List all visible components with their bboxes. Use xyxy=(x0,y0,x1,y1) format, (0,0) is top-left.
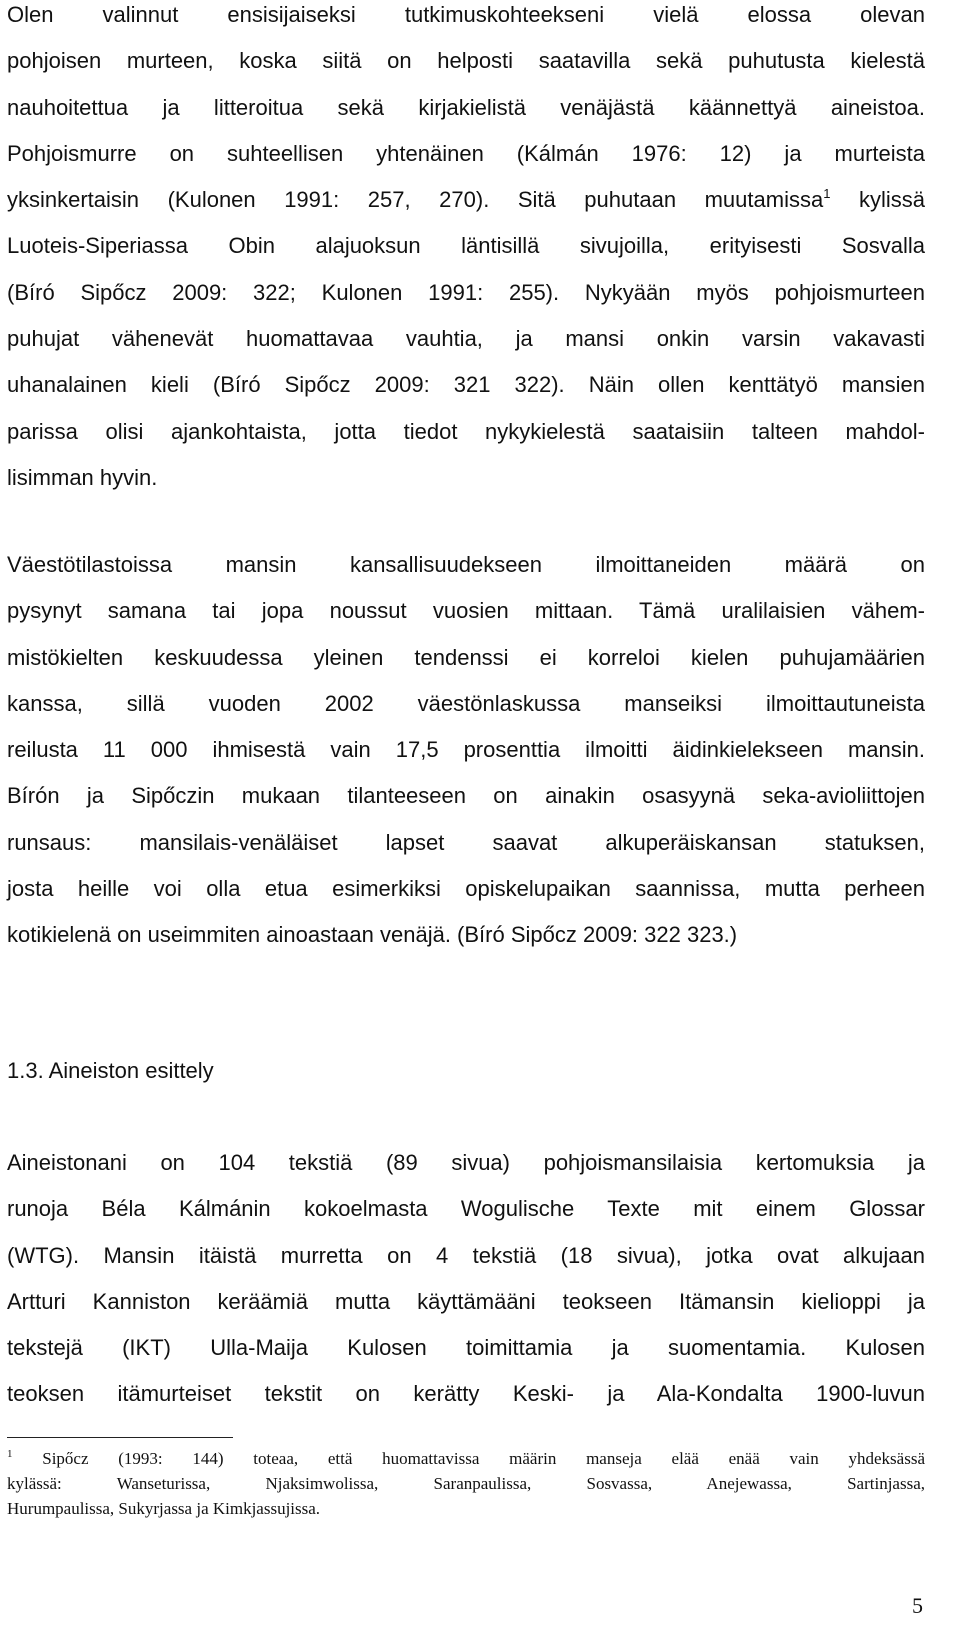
text-line: mistökielten keskuudessa yleinen tendenssi ei korreloi kielen puhujamäärien xyxy=(7,644,925,670)
footnote-line xyxy=(7,1446,925,1471)
paragraph-northern-dialect xyxy=(7,0,925,501)
footnote xyxy=(7,1446,925,1521)
text-segment: yksinkertaisin (Kulonen 1991: 257, 270). Sitä puhutaan muutamissa xyxy=(7,187,824,213)
text-line: parissa olisi ajankohtaista, jotta tiedot nykykielestä saataisiin talteen mahdol- xyxy=(7,418,925,444)
footnote-line: kylässä: Wanseturissa, Njaksimwolissa, Saranpaulissa, Sosvassa, Anejewassa, Sartinjassa, xyxy=(7,1474,925,1493)
text-line: runoja Béla Kálmánin kokoelmasta Wogulische Texte mit einem Glossar xyxy=(7,1196,925,1222)
footnote-divider xyxy=(7,1437,233,1438)
text-line: pohjoisen murteen, koska siitä on helposti saatavilla sekä puhutusta kielestä xyxy=(7,48,925,74)
text-line: lisimman hyvin. xyxy=(7,464,158,490)
text-line: (WTG). Mansin itäistä murretta on 4 tekstiä (18 sivua), jotka ovat alkujaan xyxy=(7,1242,925,1268)
text-line: Olen valinnut ensisijaiseksi tutkimuskohteekseni vielä elossa olevan xyxy=(7,2,925,27)
section-heading: 1.3. Aineiston esittely xyxy=(7,1058,214,1083)
text-line: Luoteis-Siperiassa Obin alajuoksun läntisillä sivujoilla, erityisesti Sosvalla xyxy=(7,233,925,259)
text-line: Väestötilastoissa mansin kansallisuudekseen ilmoittaneiden määrä on xyxy=(7,552,925,577)
text-line: Bírón ja Sipőczin mukaan tilanteeseen on ainakin osasyynä seka-avioliittojen xyxy=(7,783,925,809)
text-segment: Sipőcz (1993: 144) toteaa, että huomattavissa määrin manseja elää enää vain yhdeksässä xyxy=(12,1449,925,1468)
text-line: josta heille voi olla etua esimerkiksi opiskelupaikan saannissa, mutta perheen xyxy=(7,876,925,902)
text-segment: kylissä xyxy=(830,187,925,213)
text-line: nauhoitettua ja litteroitua sekä kirjakielistä venäjästä käännettyä aineistoa. xyxy=(7,94,925,120)
text-line: uhanalainen kieli (Bíró Sipőcz 2009: 321 322). Näin ollen kenttätyö mansien xyxy=(7,372,925,398)
text-line: runsaus: mansilais-venäläiset lapset saavat alkuperäiskansan statuksen, xyxy=(7,829,925,855)
footnote-marker: 1 xyxy=(7,1448,13,1460)
text-line: pysynyt samana tai jopa noussut vuosien mittaan. Tämä uralilaisien vähem- xyxy=(7,598,925,624)
text-line: kotikielenä on useimmiten ainoastaan venäjä. (Bíró Sipőcz 2009: 322 323.) xyxy=(7,922,738,948)
text-line: Pohjoismurre on suhteellisen yhtenäinen (Kálmán 1976: 12) ja murteista xyxy=(7,140,925,166)
text-line: (Bíró Sipőcz 2009: 322; Kulonen 1991: 255). Nykyään myös pohjoismurteen xyxy=(7,279,925,305)
text-line xyxy=(7,177,925,223)
paragraph-material-description xyxy=(7,1140,925,1418)
text-line: Aineistonani on 104 tekstiä (89 sivua) pohjoismansilaisia kertomuksia ja xyxy=(7,1150,925,1175)
text-line: Artturi Kanniston keräämiä mutta käyttämääni teokseen Itämansin kielioppi ja xyxy=(7,1288,925,1314)
text-line: puhujat vähenevät huomattavaa vauhtia, ja mansi onkin varsin vakavasti xyxy=(7,326,925,352)
text-line: kanssa, sillä vuoden 2002 väestönlaskussa manseiksi ilmoittautuneista xyxy=(7,690,925,716)
text-line: tekstejä (IKT) Ulla-Maija Kulosen toimittamia ja suomentamia. Kulosen xyxy=(7,1335,925,1361)
paragraph-population-statistics xyxy=(7,542,925,959)
text-line: reilusta 11 000 ihmisestä vain 17,5 prosenttia ilmoitti äidinkielekseen mansin. xyxy=(7,737,925,763)
page-number: 5 xyxy=(912,1593,923,1618)
text-line: teoksen itämurteiset tekstit on kerätty Keski- ja Ala-Kondalta 1900-luvun xyxy=(7,1381,925,1407)
footnote-reference: 1 xyxy=(823,186,831,202)
footnote-line: Hurumpaulissa, Sukyrjassa ja Kimkjassujissa. xyxy=(7,1499,321,1518)
